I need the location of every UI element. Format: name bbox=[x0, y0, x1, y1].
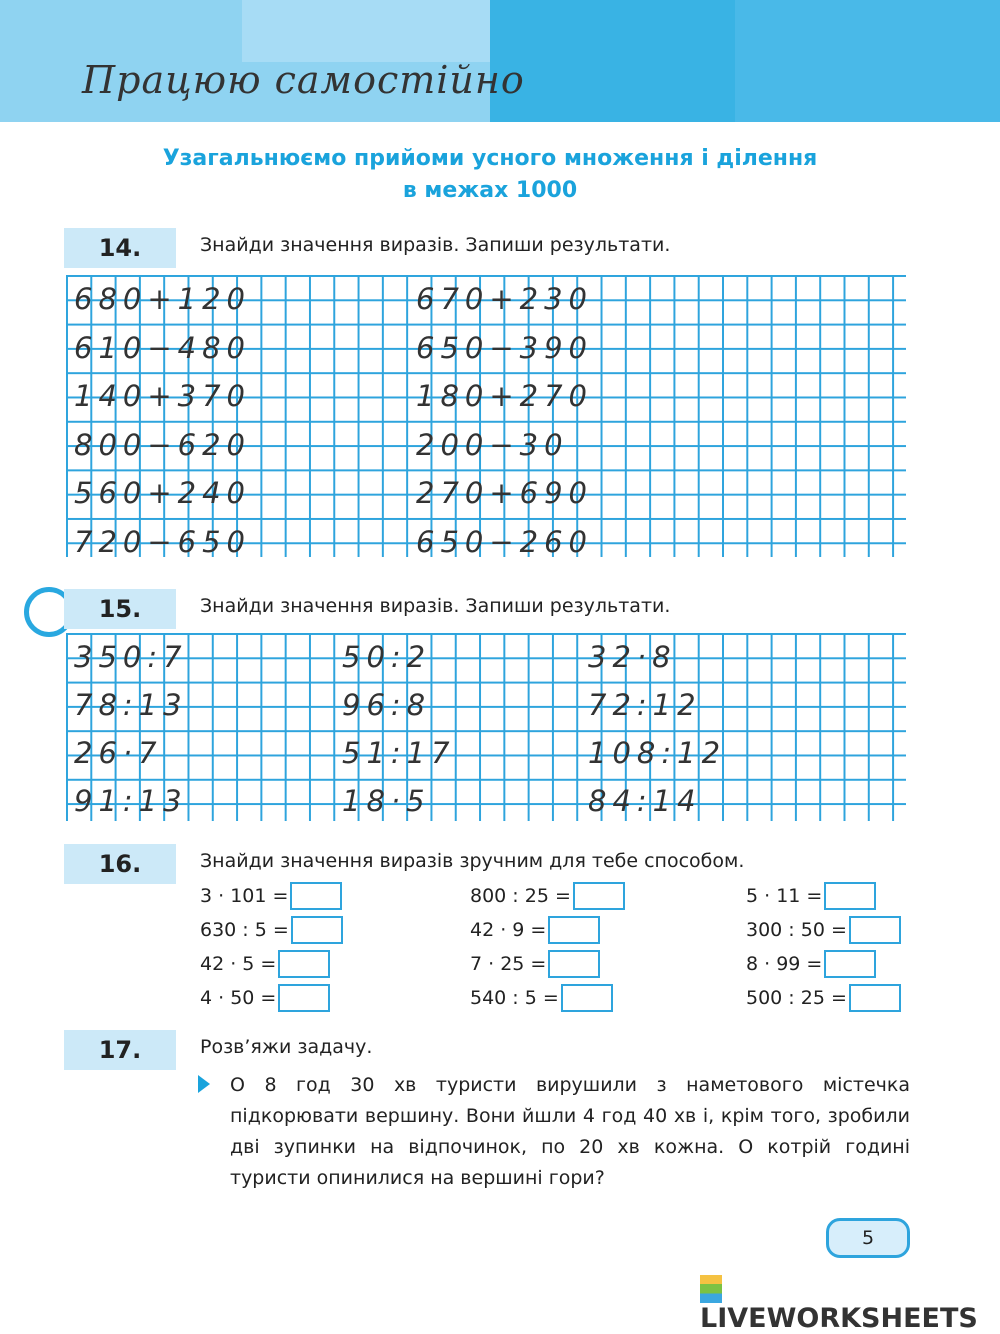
task-16-expression: 300 : 50 = bbox=[746, 919, 847, 941]
task-14-grid bbox=[66, 275, 906, 557]
task-14-expr: 680+120 bbox=[74, 282, 252, 316]
task-14-expr: 650−390 bbox=[416, 331, 594, 365]
task-16-expression: 630 : 5 = bbox=[200, 919, 289, 941]
header-band-mid bbox=[242, 0, 490, 62]
task-16-item bbox=[746, 984, 901, 1012]
task-14-expr: 670+230 bbox=[416, 282, 594, 316]
task-15-expr: 26·7 bbox=[74, 736, 163, 770]
task-15-grid bbox=[66, 633, 906, 821]
task-16-expression: 8 · 99 = bbox=[746, 953, 823, 975]
task-15-expr: 51:17 bbox=[342, 736, 456, 770]
answer-box[interactable] bbox=[278, 984, 330, 1012]
task-16-item bbox=[200, 984, 330, 1012]
task-15-expr: 84:14 bbox=[588, 784, 702, 818]
task-17-problem-text: О 8 год 30 хв туристи вирушили з наметового містечка підкорювати вершину. Вони йшли 4 год 40 хв і, крім того, зробили дві зупинки на відпочинок, по 20 хв кожна. О котрій годині туристи опинилися на вершині гори? bbox=[230, 1074, 910, 1189]
task-14-expr: 610−480 bbox=[74, 331, 252, 365]
task-16-expression: 500 : 25 = bbox=[746, 987, 847, 1009]
topic-title-line2: в межах 1000 bbox=[402, 178, 578, 203]
task-15-expr: 72:12 bbox=[588, 688, 702, 722]
task-15-expr: 32·8 bbox=[588, 640, 677, 674]
answer-box[interactable] bbox=[278, 950, 330, 978]
task-14-expr: 270+690 bbox=[416, 476, 594, 510]
task-14-expr: 800−620 bbox=[74, 428, 252, 462]
task-14-expr: 140+370 bbox=[74, 379, 252, 413]
task-16-expression: 800 : 25 = bbox=[470, 885, 571, 907]
task-16-item bbox=[200, 916, 343, 944]
task-15-expr: 350:7 bbox=[74, 640, 188, 674]
task-16-instruction: Знайди значення виразів зручним для тебе способом. bbox=[200, 850, 745, 872]
footer-brand-text: LIVEWORKSHEETS bbox=[700, 1303, 978, 1334]
task-15-expr: 96:8 bbox=[342, 688, 432, 722]
task-16-item bbox=[470, 950, 600, 978]
answer-box[interactable] bbox=[290, 882, 342, 910]
task-14-expr: 650−260 bbox=[416, 525, 594, 559]
task-16-expression: 4 · 50 = bbox=[200, 987, 277, 1009]
footer-brand bbox=[700, 1272, 1000, 1334]
task-16-item bbox=[200, 950, 330, 978]
task-14-expr: 200−30 bbox=[416, 428, 569, 462]
task-14-expr: 720−650 bbox=[74, 525, 252, 559]
answer-box[interactable] bbox=[548, 916, 600, 944]
arrow-bullet-icon bbox=[198, 1075, 210, 1093]
task-16-expression: 540 : 5 = bbox=[470, 987, 559, 1009]
answer-box[interactable] bbox=[561, 984, 613, 1012]
answer-box[interactable] bbox=[548, 950, 600, 978]
task-16-expression: 42 · 9 = bbox=[470, 919, 547, 941]
task-16-expression: 5 · 11 = bbox=[746, 885, 823, 907]
task-17-number: 17. bbox=[64, 1030, 176, 1070]
task-16-expression: 42 · 5 = bbox=[200, 953, 277, 975]
task-16-number: 16. bbox=[64, 844, 176, 884]
answer-box[interactable] bbox=[573, 882, 625, 910]
task-15-expr: 78:13 bbox=[74, 688, 188, 722]
task-14-number: 14. bbox=[64, 228, 176, 268]
task-16-expression: 3 · 101 = bbox=[200, 885, 289, 907]
answer-box[interactable] bbox=[824, 882, 876, 910]
task-15-expr: 50:2 bbox=[342, 640, 432, 674]
task-15-instruction: Знайди значення виразів. Запиши результати. bbox=[200, 595, 671, 617]
page-number: 5 bbox=[826, 1218, 910, 1258]
liveworksheets-logo-icon bbox=[700, 1275, 722, 1303]
task-17-instruction: Розв’яжи задачу. bbox=[200, 1036, 373, 1058]
task-16-expression: 7 · 25 = bbox=[470, 953, 547, 975]
answer-box[interactable] bbox=[824, 950, 876, 978]
task-15-number: 15. bbox=[64, 589, 176, 629]
answer-box[interactable] bbox=[291, 916, 343, 944]
answer-box[interactable] bbox=[849, 916, 901, 944]
task-16-item bbox=[746, 916, 901, 944]
task-16-item bbox=[746, 882, 876, 910]
task-16-item bbox=[470, 882, 625, 910]
task-15-expr: 108:12 bbox=[588, 736, 727, 770]
task-14-instruction: Знайди значення виразів. Запиши результати. bbox=[200, 234, 671, 256]
task-16-item bbox=[200, 882, 342, 910]
task-16-item bbox=[470, 984, 613, 1012]
task-16-item bbox=[470, 916, 600, 944]
task-15-expr: 91:13 bbox=[74, 784, 188, 818]
task-14-expr: 180+270 bbox=[416, 379, 594, 413]
task-14-expr: 560+240 bbox=[74, 476, 252, 510]
topic-title-line1: Узагальнюємо прийоми усного множення і ділення bbox=[162, 146, 818, 171]
task-16-item bbox=[746, 950, 876, 978]
section-title: Працюю самостійно bbox=[82, 58, 525, 102]
task-15-expr: 18·5 bbox=[342, 784, 431, 818]
header-band-step bbox=[735, 0, 1000, 122]
answer-box[interactable] bbox=[849, 984, 901, 1012]
